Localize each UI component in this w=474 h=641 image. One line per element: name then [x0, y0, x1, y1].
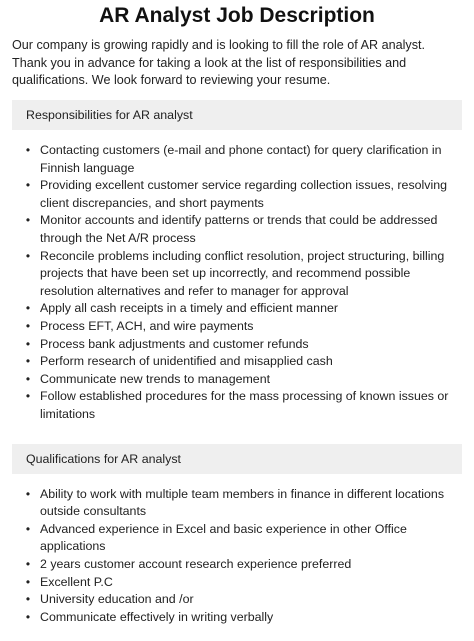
section-spacer [12, 424, 462, 434]
responsibility-item [25, 371, 462, 389]
bullet-icon: • [25, 389, 31, 404]
qualification-item [25, 521, 462, 556]
responsibility-text: Apply all cash receipts in a timely and efficient manner [40, 301, 338, 316]
responsibility-text: Process EFT, ACH, and wire payments [40, 319, 254, 334]
qualification-item [25, 574, 462, 592]
responsibilities-list [12, 142, 462, 424]
bullet-icon: • [25, 609, 31, 624]
responsibility-item [25, 318, 462, 336]
responsibility-text: Providing excellent customer service regarding collection issues, resolving client discrepancies, and short payments [40, 178, 448, 210]
responsibility-text: Follow established procedures for the mass processing of known issues or limitations [40, 389, 449, 422]
page-title: AR Analyst Job Description [99, 4, 375, 27]
qualification-item [25, 556, 462, 574]
responsibility-item [25, 177, 462, 212]
qualification-text: Excellent P.C [40, 574, 113, 589]
qualification-text: Advanced experience in Excel and basic experience in other Office applications [40, 521, 407, 554]
qualification-text: Communicate effectively in writing verbally [40, 609, 274, 624]
responsibility-item [25, 248, 462, 301]
responsibility-item [25, 388, 462, 423]
bullet-icon: • [25, 592, 31, 607]
bullet-icon: • [25, 486, 31, 501]
bullet-icon: • [25, 301, 31, 316]
bullet-icon: • [25, 213, 31, 228]
responsibility-text: Communicate new trends to management [40, 371, 271, 386]
qualification-text: University education and /or [40, 592, 194, 607]
responsibility-item [25, 142, 462, 177]
bullet-icon: • [25, 336, 31, 351]
responsibility-text: Reconcile problems including conflict resolution, project structuring, billing projects that have been set up incorrectly, and recommend possible resolution alternatives and refer to manager for approval [40, 248, 445, 298]
qualifications-list [12, 486, 462, 627]
responsibility-item [25, 353, 462, 371]
bullet-icon: • [25, 143, 31, 158]
responsibility-text: Perform research of unidentified and misapplied cash [40, 354, 333, 369]
qualification-text: Ability to work with multiple team members in finance in different locations outside consultants [40, 486, 445, 519]
intro-paragraph: Our company is growing rapidly and is looking to fill the role of AR analyst. Thank you in advance for taking a look at the list of responsibilities and qualifications. We look forward to reviewing your resume. [12, 38, 425, 88]
responsibility-text: Contacting customers (e-mail and phone contact) for query clarification in Finnish language [40, 143, 442, 175]
bullet-icon: • [25, 556, 31, 571]
responsibility-item [25, 336, 462, 354]
bullet-icon: • [25, 521, 31, 536]
qualification-item [25, 486, 462, 521]
responsibility-text: Monitor accounts and identify patterns or trends that could be addressed through the Net A/R process [40, 213, 438, 246]
bullet-icon: • [25, 178, 31, 193]
responsibilities-header: Responsibilities for AR analyst [12, 100, 462, 130]
qualification-item [25, 609, 462, 627]
responsibility-item [25, 300, 462, 318]
bullet-icon: • [25, 319, 31, 334]
bullet-icon: • [25, 371, 31, 386]
bullet-icon: • [25, 248, 31, 263]
qualification-item [25, 591, 462, 609]
responsibility-item [25, 212, 462, 247]
bullet-icon: • [25, 574, 31, 589]
bullet-icon: • [25, 354, 31, 369]
qualifications-header: Qualifications for AR analyst [12, 444, 462, 474]
responsibility-text: Process bank adjustments and customer refunds [40, 336, 309, 351]
qualification-text: 2 years customer account research experience preferred [40, 556, 352, 571]
